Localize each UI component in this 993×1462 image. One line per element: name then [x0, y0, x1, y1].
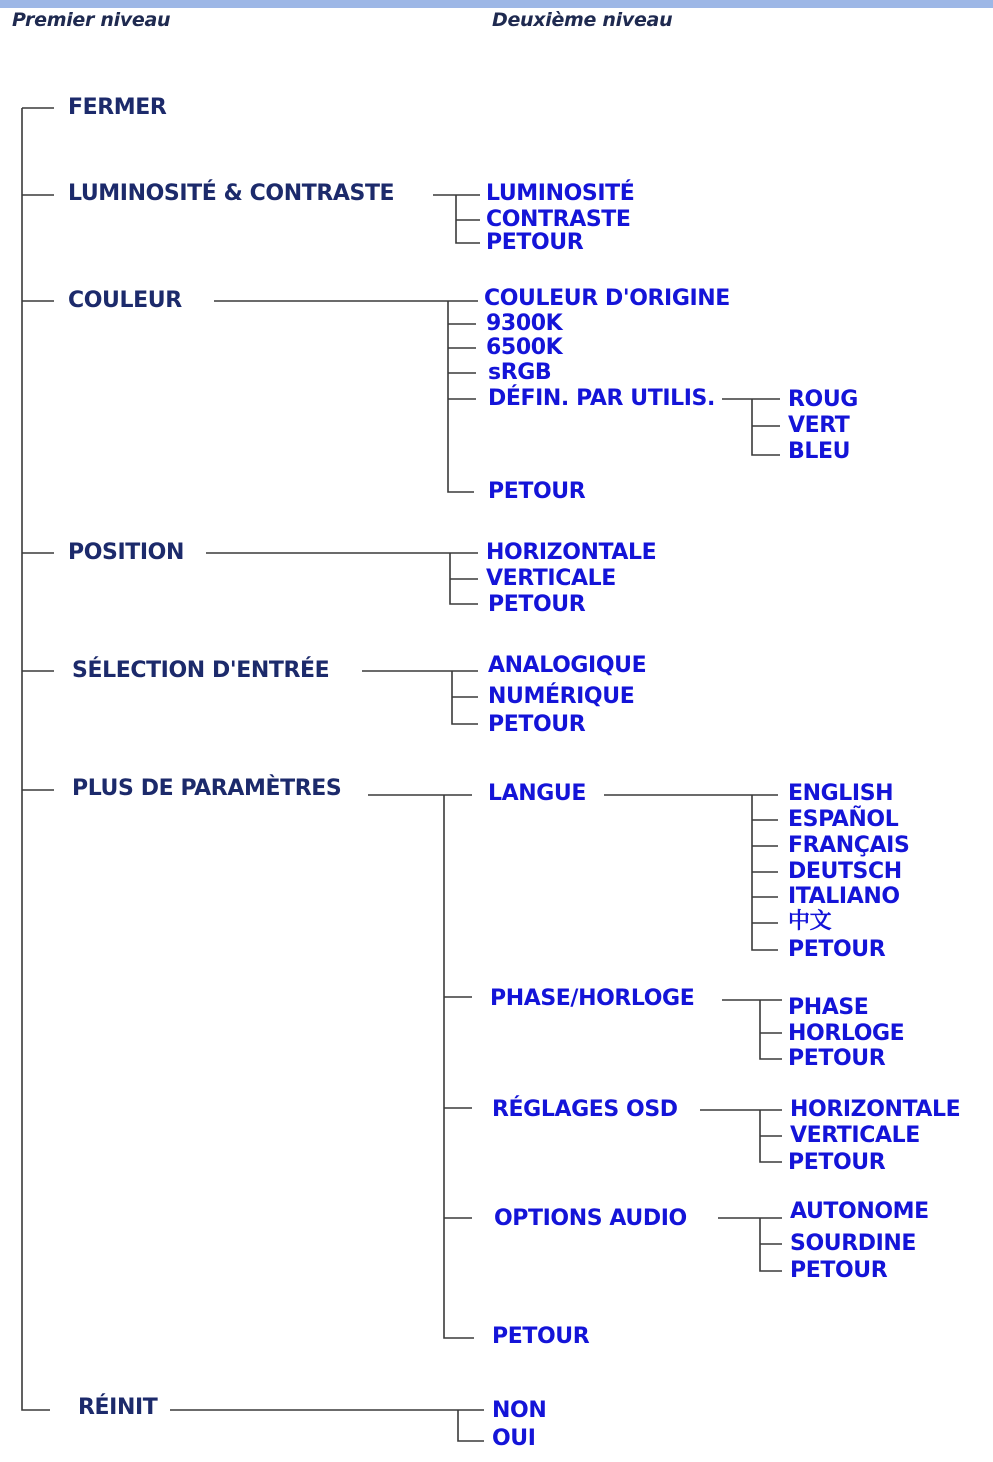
- subsubmenu-verticale: VERTICALE: [790, 1123, 920, 1148]
- subsubmenu-roug: ROUG: [788, 387, 858, 412]
- submenu-analogique: ANALOGIQUE: [488, 653, 647, 678]
- submenu-non: NON: [492, 1398, 547, 1423]
- submenu-petour: PETOUR: [488, 592, 586, 617]
- menu-item-position: POSITION: [68, 540, 184, 565]
- submenu-numerique: NUMÉRIQUE: [488, 684, 635, 709]
- submenu-6500k: 6500K: [486, 335, 563, 360]
- menu-item-luminosite-contraste: LUMINOSITÉ & CONTRASTE: [68, 181, 395, 206]
- subsubmenu-petour: PETOUR: [788, 937, 886, 962]
- subsubmenu-petour: PETOUR: [788, 1150, 886, 1175]
- subsubmenu-vert: VERT: [788, 413, 850, 438]
- submenu-petour: PETOUR: [486, 230, 584, 255]
- subsubmenu-autonome: AUTONOME: [790, 1199, 929, 1224]
- submenu-oui: OUI: [492, 1426, 536, 1451]
- submenu-petour: PETOUR: [488, 712, 586, 737]
- subsubmenu-petour: PETOUR: [790, 1258, 888, 1283]
- submenu-9300k: 9300K: [486, 311, 563, 336]
- subsubmenu-italiano: ITALIANO: [788, 884, 900, 909]
- submenu-verticale: VERTICALE: [486, 566, 616, 591]
- subsubmenu-sourdine: SOURDINE: [790, 1231, 917, 1256]
- submenu-contraste: CONTRASTE: [486, 207, 631, 232]
- menu-item-reinit: RÉINIT: [78, 1395, 158, 1420]
- subsubmenu-english: ENGLISH: [788, 781, 894, 806]
- subsubmenu-chinese: 中文: [788, 909, 832, 934]
- subsubmenu-deutsch: DEUTSCH: [788, 859, 902, 884]
- submenu-horizontale: HORIZONTALE: [486, 540, 657, 565]
- menu-item-fermer: FERMER: [68, 95, 167, 120]
- submenu-couleur-origine: COULEUR D'ORIGINE: [484, 286, 730, 311]
- subsubmenu-espanol: ESPAÑOL: [788, 807, 899, 832]
- subsubmenu-francais: FRANÇAIS: [788, 833, 910, 858]
- menu-item-couleur: COULEUR: [68, 288, 182, 313]
- submenu-petour: PETOUR: [492, 1324, 590, 1349]
- main-trunk-line: [22, 108, 50, 1410]
- subsubmenu-petour: PETOUR: [788, 1046, 886, 1071]
- submenu-options-audio: OPTIONS AUDIO: [494, 1206, 687, 1231]
- submenu-petour: PETOUR: [488, 479, 586, 504]
- menu-item-selection-entree: SÉLECTION D'ENTRÉE: [72, 658, 330, 683]
- subsubmenu-bleu: BLEU: [788, 439, 851, 464]
- submenu-phase-horloge: PHASE/HORLOGE: [490, 986, 695, 1011]
- subsubmenu-horizontale: HORIZONTALE: [790, 1097, 961, 1122]
- subsubmenu-phase: PHASE: [788, 995, 869, 1020]
- submenu-reglages-osd: RÉGLAGES OSD: [492, 1097, 678, 1122]
- header-second-level: Deuxième niveau: [492, 9, 673, 31]
- submenu-defin-par-utilis: DÉFIN. PAR UTILIS.: [488, 386, 715, 411]
- subsubmenu-horloge: HORLOGE: [788, 1021, 905, 1046]
- menu-item-plus-parametres: PLUS DE PARAMÈTRES: [72, 776, 342, 801]
- submenu-langue: LANGUE: [488, 781, 587, 806]
- submenu-srgb: sRGB: [488, 360, 552, 385]
- header-first-level: Premier niveau: [12, 9, 171, 31]
- submenu-luminosite: LUMINOSITÉ: [486, 181, 635, 206]
